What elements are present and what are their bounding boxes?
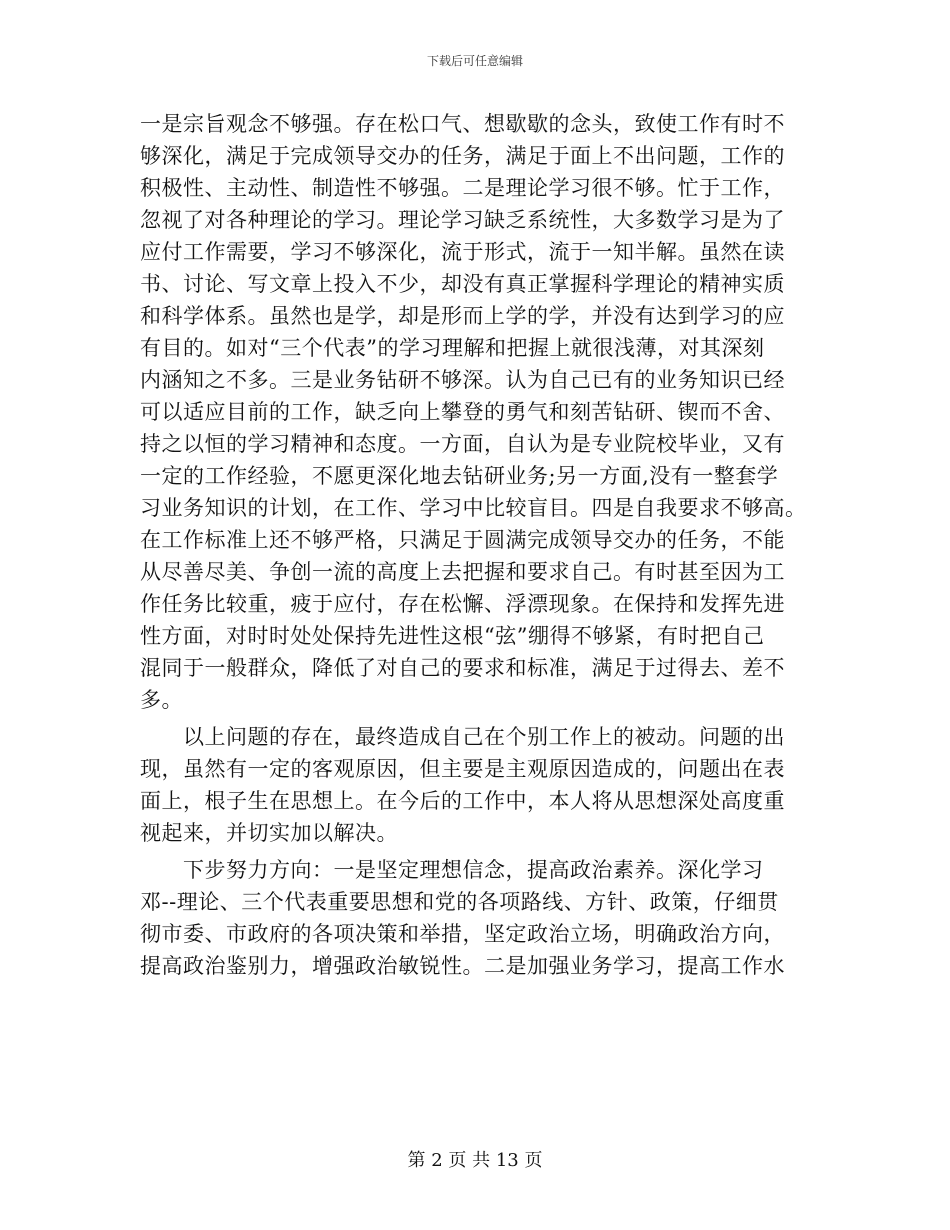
text-line: 面上，根子生在思想上。在今后的工作中，本人将从思想深处高度重 xyxy=(140,789,785,813)
text-line: 持之以恒的学习精神和态度。一方面，自认为是专业院校毕业，又有 xyxy=(140,432,785,456)
text-line: 和科学体系。虽然也是学，却是形而上学的学，并没有达到学习的应 xyxy=(140,304,785,328)
text-line: 积极性、主动性、制造性不够强。二是理论学习很不够。忙于工作， xyxy=(140,176,785,200)
text-line: 够深化，满足于完成领导交办的任务，满足于面上不出问题，工作的 xyxy=(140,144,785,168)
text-line: 视起来，并切实加以解决。 xyxy=(140,821,398,845)
text-line: 从尽善尽美、争创一流的高度上去把握和要求自己。有时甚至因为工 xyxy=(140,560,785,584)
text-line: 下步努力方向：一是坚定理想信念，提高政治素养。深化学习 xyxy=(140,858,764,882)
text-line: 有目的。如对“三个代表”的学习理解和把握上就很浅薄，对其深刻 xyxy=(140,336,765,360)
text-line: 彻市委、市政府的各项决策和举措，坚定政治立场，明确政治方向， xyxy=(140,922,785,946)
text-line: 混同于一般群众，降低了对自己的要求和标准，满足于过得去、差不 xyxy=(140,656,785,680)
text-line: 书、讨论、写文章上投入不少，却没有真正掌握科学理论的精神实质 xyxy=(140,272,785,296)
paragraph-3 xyxy=(140,854,800,982)
text-line: 忽视了对各种理论的学习。理论学习缺乏系统性，大多数学习是为了 xyxy=(140,208,785,232)
text-line: 现，虽然有一定的客观原因，但主要是主观原因造成的，问题出在表 xyxy=(140,757,785,781)
text-line: 性方面，对时时处处保持先进性这根“弦”绷得不够紧，有时把自己 xyxy=(140,624,765,648)
text-line: 一是宗旨观念不够强。存在松口气、想歇歇的念头，致使工作有时不 xyxy=(140,112,785,136)
paragraph-1 xyxy=(140,108,807,716)
text-line: 在工作标准上还不够严格，只满足于圆满完成领导交办的任务，不能 xyxy=(140,528,785,552)
text-line: 应付工作需要，学习不够深化，流于形式，流于一知半解。虽然在读 xyxy=(140,240,785,264)
page-header: 下载后可任意编辑 xyxy=(426,54,523,68)
text-line: 邓--理论、三个代表重要思想和党的各项路线、方针、政策，仔细贯 xyxy=(140,890,779,914)
text-line: 一定的工作经验，不愿更深化地去钻研业务;另一方面,没有一整套学 xyxy=(140,464,779,488)
paragraph-2 xyxy=(140,721,800,849)
text-line: 可以适应目前的工作，缺乏向上攀登的勇气和刻苦钻研、锲而不舍、 xyxy=(140,400,785,424)
text-line: 习业务知识的计划，在工作、学习中比较盲目。四是自我要求不够高。 xyxy=(140,496,807,520)
text-line: 作任务比较重，疲于应付，存在松懈、浮漂现象。在保持和发挥先进 xyxy=(140,592,785,616)
page-number: 第 2 页 共 13 页 xyxy=(407,1150,543,1171)
text-line: 以上问题的存在，最终造成自己在个别工作上的被动。问题的出 xyxy=(140,725,785,749)
text-line: 多。 xyxy=(140,688,183,712)
document-body xyxy=(140,108,807,982)
text-line: 内涵知之不多。三是业务钻研不够深。认为自己已有的业务知识已经 xyxy=(140,368,785,392)
text-line: 提高政治鉴别力，增强政治敏锐性。二是加强业务学习，提高工作水 xyxy=(140,954,785,978)
